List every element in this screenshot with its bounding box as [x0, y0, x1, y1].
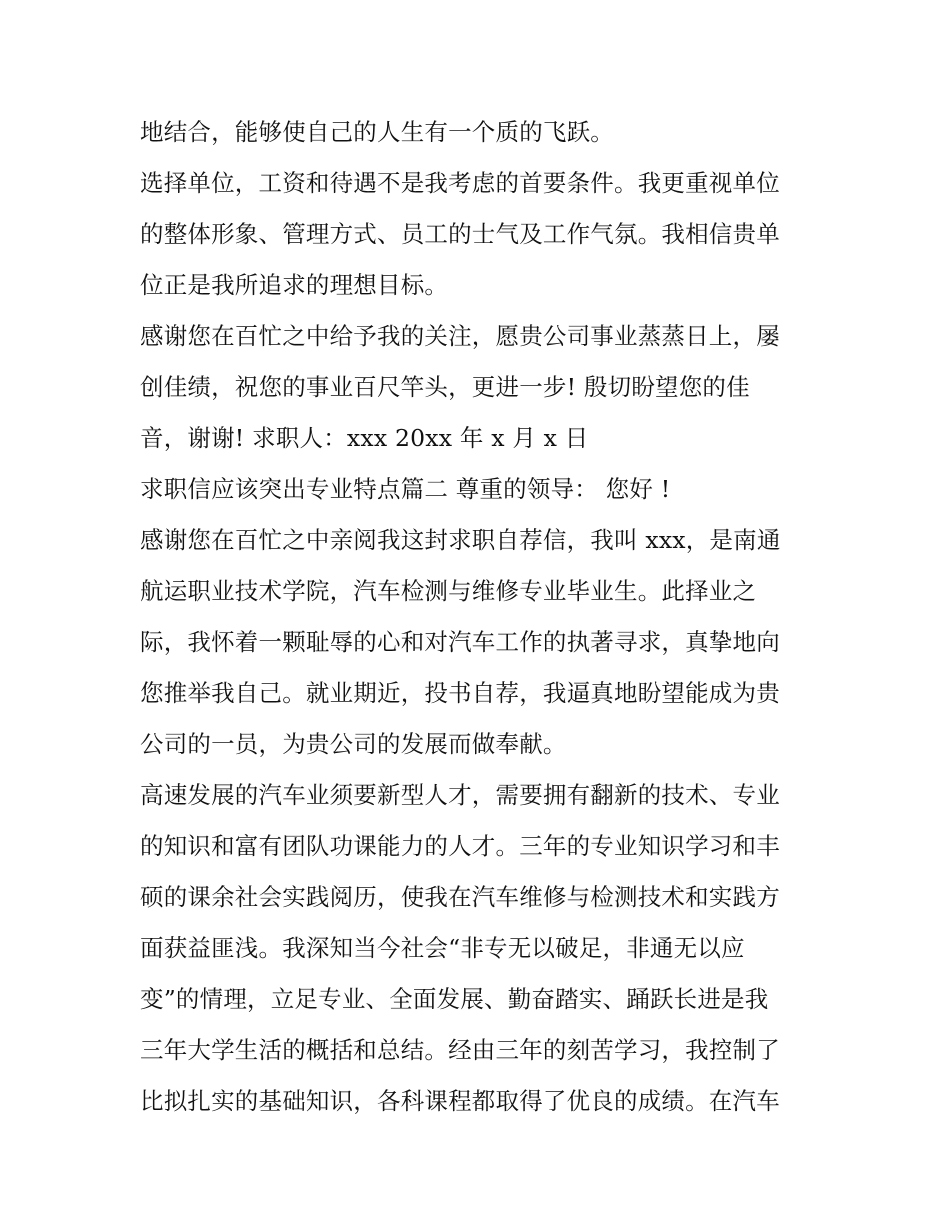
text-line: 三年大学生活的概括和总结。经由三年的刻苦学习，我控制了 [140, 1036, 780, 1064]
text-line: 创佳绩，祝您的事业百尺竿头，更进一步! 殷切盼望您的佳 [140, 373, 750, 401]
text-line: 地结合，能够使自己的人生有一个质的飞跃。 [140, 118, 614, 146]
text-line: 感谢您在百忙之中给予我的关注，愿贵公司事业蒸蒸日上，屡 [140, 322, 780, 350]
text-line: 比拟扎实的基础知识，各科课程都取得了优良的成绩。在汽车 [140, 1087, 780, 1115]
text-line: 音，谢谢! 求职人：xxx 20xx 年 x 月 x 日 [140, 424, 589, 452]
document-body [140, 107, 820, 1127]
text-line: 选择单位，工资和待遇不是我考虑的首要条件。我更重视单位 [140, 169, 780, 197]
text-line: 际，我怀着一颗耻辱的心和对汽车工作的执著寻求，真挚地向 [140, 628, 780, 656]
text-line: 感谢您在百忙之中亲阅我这封求职自荐信，我叫 xxx，是南通 [140, 526, 781, 554]
text-line: 的整体形象、管理方式、员工的士气及工作气氛。我相信贵单 [140, 220, 780, 248]
text-line: 硕的课余社会实践阅历，使我在汽车维修与检测技术和实践方 [140, 883, 780, 911]
text-line: 航运职业技术学院，汽车检测与维修专业毕业生。此择业之 [140, 577, 757, 605]
text-line: 的知识和富有团队功课能力的人才。三年的专业知识学习和丰 [140, 832, 780, 860]
text-line: 位正是我所追求的理想目标。 [140, 271, 449, 299]
text-line: 公司的一员，为贵公司的发展而做奉献。 [140, 730, 567, 758]
text-line: 高速发展的汽车业须要新型人才，需要拥有翻新的技术、专业 [140, 781, 780, 809]
text-line: 面获益匪浅。我深知当今社会“非专无以破足，非通无以应 [140, 934, 745, 962]
section-heading-line: 求职信应该突出专业特点篇二 尊重的领导： 您好 ! [140, 475, 671, 503]
text-line: 您推举我自己。就业期近，投书自荐，我逼真地盼望能成为贵 [140, 679, 780, 707]
text-line: 变”的情理，立足专业、全面发展、勤奋踏实、踊跃长进是我 [140, 985, 769, 1013]
